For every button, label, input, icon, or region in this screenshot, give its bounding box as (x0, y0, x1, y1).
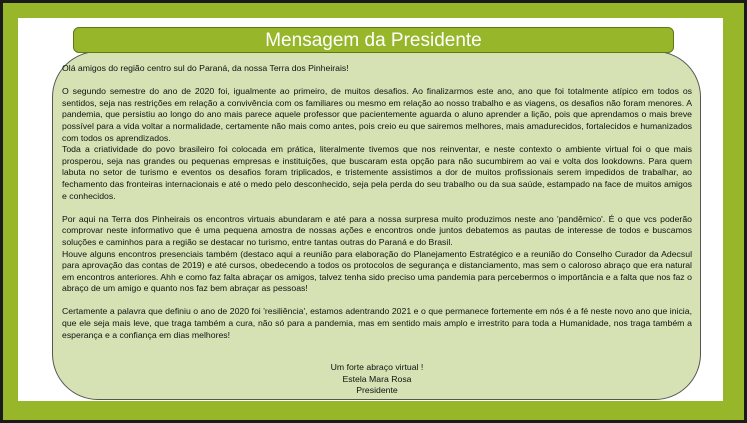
spacer (62, 202, 692, 214)
signature-name: Estela Mara Rosa (342, 373, 412, 384)
message-body (62, 63, 692, 341)
page-title: Mensagem da Presidente (73, 27, 674, 53)
paragraph-2: Toda a criatividade do povo brasileiro foi colocada em prática, literalmente tivemos que nos reinventar, e neste contexto o ambiente virtual foi o que mais prosperou, seja nas grandes ou pequenas empresas e instituições, que buscaram esta opção para não sucumbirem ao vai e volta dos lookdowns. Para quem labuta no setor de turismo e eventos os desafios foram triplicados, e tristemente assistimos a dor de muitos profissionais serem impedidos de trabalhar, ao fechamento das fronteiras internacionais e até o medo pelo desconhecido, seja pela perda do seu trabalho ou da sua saúde, estampado na face de muitos amigos e conhecidos. (62, 144, 692, 201)
paragraph-5: Certamente a palavra que definiu o ano de 2020 foi 'resiliência', estamos adentrando 2021 e o que permanece fortemente em nós é a fé neste novo ano que inicia, que ele seja mais leve, que traga também a cura, não só para a pandemia, mas em sentido mais amplo e irrestrito para toda a Humanidade, nos traga também a esperança e a confiança em dias melhores! (62, 306, 692, 340)
paragraph-3: Por aqui na Terra dos Pinheirais os encontros virtuais abundaram e até para a nossa surpresa muito produzimos neste ano 'pandêmico'. É o que vcs poderão comprovar neste informativo que é uma pequena amostra de nossas ações e encontros onde juntos debatemos as pautas de interesse de todos e buscamos soluções e caminhos para a região se destacar no turismo, entre tantas outras do Paraná e do Brasil. (62, 213, 692, 247)
signature-role: Presidente (356, 385, 398, 396)
paragraph-1: O segundo semestre do ano de 2020 foi, igualmente ao primeiro, de muitos desafios. Ao finalizarmos este ano, ano que foi totalmente atípico em todos os sentidos, seja nas restrições em relação a convivência com os familiares ou mesmo em relação ao nosso trabalho e as viagens, os desafios não foram menores. A pandemia, que persistiu ao longo do ano mais parece aquele professor que pacientemente aguarda o aluno aprender a lição, pois que aprendamos o mais breve possível para a vida voltar a normalidade, certamente não mais como antes, pois creio eu que sairemos melhores, mais amadurecidos, fortalecidos e humanizados com todos os aprendizados. (62, 86, 692, 143)
spacer (62, 295, 692, 307)
greeting: Olá amigos do região centro sul do Paraná, da nossa Terra dos Pinheirais! (62, 63, 349, 73)
signature-closing: Um forte abraço virtual ! (330, 362, 424, 372)
signature-block (62, 362, 692, 397)
paragraph-4: Houve alguns encontros presenciais também (destaco aqui a reunião para elaboração do Planejamento Estratégico e a reunião do Conselho Curador da Adecsul para aprovação das contas de 2019) e até cursos, obedecendo a todos os protocolos de segurança e distanciamento, mas sem o caloroso abraço que era natural em encontros anteriores. Ahh e como faz falta abraçar os amigos, talvez tenha sido preciso uma pandemia para percebermos o importância e a falta que nos faz o abraço de um amigo e quanto nos faz bem abraçar as pessoas! (62, 248, 692, 294)
spacer (62, 75, 692, 87)
